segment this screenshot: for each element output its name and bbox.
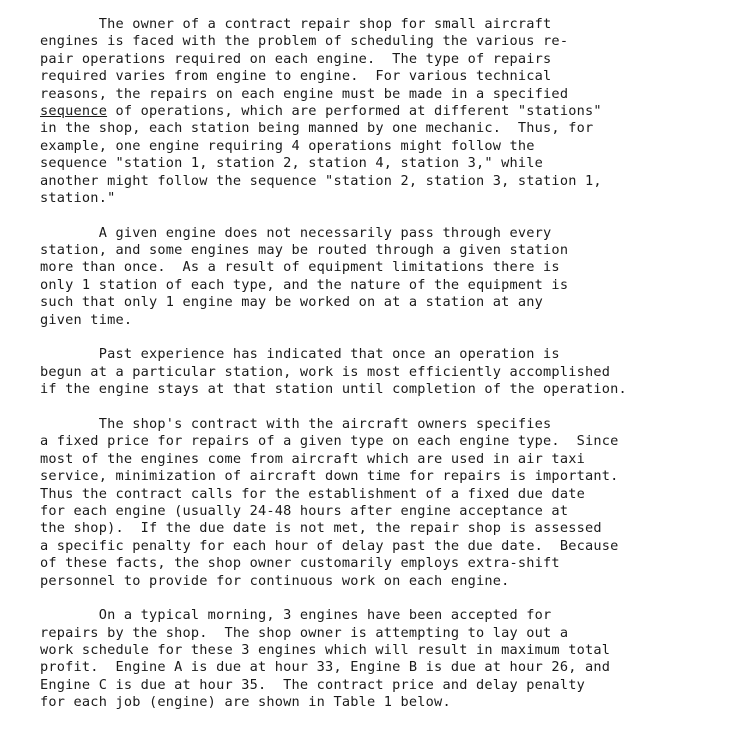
text-line: Past experience has indicated that once an operation is — [40, 346, 560, 363]
text-line: Thus the contract calls for the establishment of a fixed due date — [40, 485, 585, 502]
text-line: begun at a particular station, work is most efficiently accomplished — [40, 363, 611, 380]
text-line: service, minimization of aircraft down time for repairs is important. — [40, 468, 619, 485]
text-line: profit. Engine A is due at hour 33, Engine B is due at hour 26, and — [40, 659, 611, 676]
text-line: station, and some engines may be routed through a given station — [40, 242, 569, 259]
text-line: Engine C is due at hour 35. The contract price and delay penalty — [40, 676, 585, 693]
text-line: only 1 station of each type, and the nature of the equipment is — [40, 276, 569, 293]
text-line: another might follow the sequence "station 2, station 3, station 1, — [40, 172, 602, 189]
text-line: the shop). If the due date is not met, the repair shop is assessed — [40, 520, 602, 537]
text-line: most of the engines come from aircraft which are used in air taxi — [40, 450, 585, 467]
text-line: The shop's contract with the aircraft owners specifies — [40, 415, 552, 432]
text-line: such that only 1 engine may be worked on at a station at any — [40, 294, 544, 311]
text-line: example, one engine requiring 4 operations might follow the — [40, 137, 535, 154]
document-page — [40, 16, 730, 729]
text-line: required varies from engine to engine. For various technical — [40, 68, 552, 85]
text-line: reasons, the repairs on each engine must be made in a specified — [40, 85, 569, 102]
paragraph-4 — [40, 416, 730, 590]
text-line: for each job (engine) are shown in Table 1 below. — [40, 694, 451, 711]
text-line: The owner of a contract repair shop for small aircraft — [40, 16, 552, 32]
text-line: a fixed price for repairs of a given type on each engine type. Since — [40, 433, 619, 450]
text-line: sequence of operations, which are performed at different "stations" — [40, 102, 602, 119]
paragraph-2 — [40, 225, 730, 329]
text-line: work schedule for these 3 engines which will result in maximum total — [40, 642, 611, 659]
text-line: pair operations required on each engine. The type of repairs — [40, 50, 552, 67]
underlined-word: sequence — [40, 102, 108, 119]
text-line: of these facts, the shop owner customarily employs extra-shift — [40, 555, 560, 572]
text-line: a specific penalty for each hour of delay past the due date. Because — [40, 537, 619, 554]
text-line: in the shop, each station being manned by one mechanic. Thus, for — [40, 120, 594, 137]
text-line: for each engine (usually 24-48 hours after engine acceptance at — [40, 502, 569, 519]
text-line: sequence "station 1, station 2, station 4, station 3," while — [40, 155, 544, 172]
text-line: engines is faced with the problem of scheduling the various re- — [40, 33, 569, 50]
paragraph-1 — [40, 16, 730, 207]
text-line: more than once. As a result of equipment limitations there is — [40, 259, 560, 276]
text-line: given time. — [40, 311, 133, 328]
paragraph-3 — [40, 346, 730, 398]
text-line: if the engine stays at that station until completion of the operation. — [40, 381, 627, 398]
text-line: station." — [40, 189, 116, 206]
paragraph-5 — [40, 607, 730, 711]
text-line: personnel to provide for continuous work on each engine. — [40, 572, 510, 589]
text-line: On a typical morning, 3 engines have been accepted for — [40, 607, 552, 624]
text-line: repairs by the shop. The shop owner is attempting to lay out a — [40, 624, 569, 641]
text-line: A given engine does not necessarily pass through every — [40, 224, 552, 241]
